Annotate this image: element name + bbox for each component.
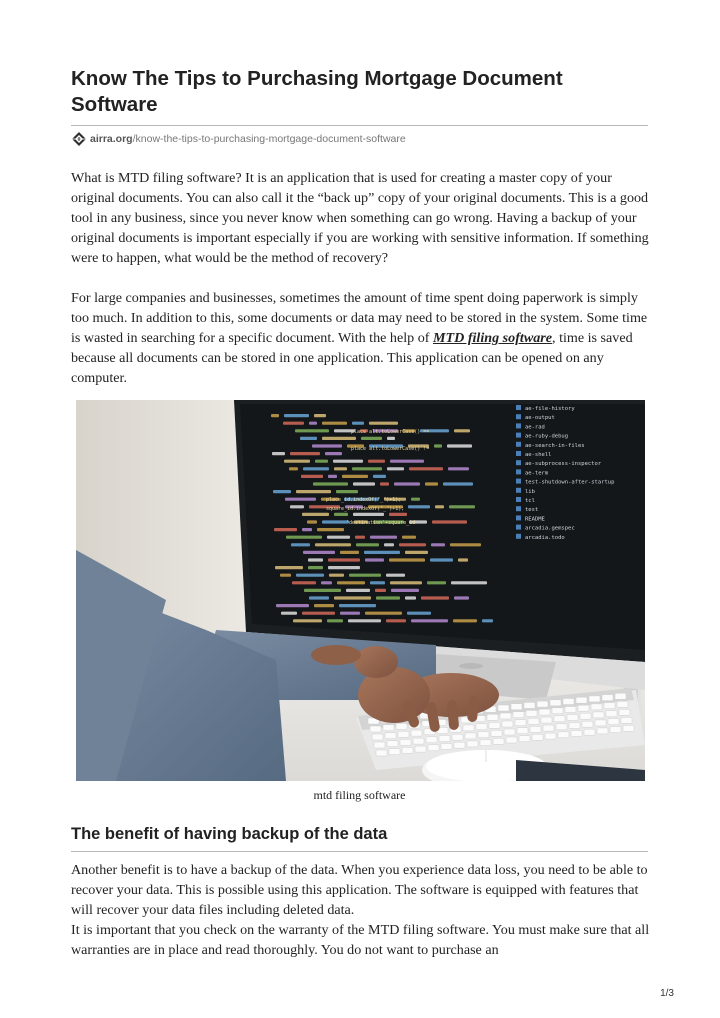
keyboard-key bbox=[541, 717, 552, 723]
code-line-segment bbox=[353, 482, 375, 485]
code-line-segment bbox=[289, 467, 298, 470]
keyboard-key bbox=[478, 732, 489, 738]
code-line-segment bbox=[352, 422, 364, 425]
code-snippet-text: square_id.indexOf("_")+1); bbox=[326, 506, 405, 512]
code-line-segment bbox=[356, 543, 379, 546]
code-line-segment bbox=[329, 574, 344, 577]
code-line-segment bbox=[275, 566, 303, 569]
code-line-segment bbox=[408, 505, 430, 508]
code-line-segment bbox=[328, 475, 337, 478]
code-line-segment bbox=[411, 619, 448, 622]
code-line-segment bbox=[296, 490, 331, 493]
code-line-segment bbox=[411, 498, 420, 501]
code-line-segment bbox=[409, 467, 443, 470]
keyboard-key bbox=[563, 699, 574, 705]
code-line-segment bbox=[303, 467, 329, 470]
file-tree-item: ae-term bbox=[525, 470, 549, 477]
keyboard-key bbox=[463, 725, 474, 731]
code-line-segment bbox=[431, 543, 445, 546]
folder-icon bbox=[516, 497, 521, 502]
folder-icon bbox=[516, 405, 521, 410]
keyboard-key bbox=[506, 737, 517, 743]
code-snippet-text: place_id.indexOf("_")+1); bbox=[326, 497, 402, 503]
code-line-segment bbox=[390, 581, 422, 584]
code-line-segment bbox=[271, 414, 279, 417]
code-line-segment bbox=[435, 505, 444, 508]
keyboard-key bbox=[543, 725, 554, 731]
keyboard-key bbox=[615, 693, 626, 699]
keyboard-key bbox=[480, 740, 491, 746]
code-line-segment bbox=[451, 581, 487, 584]
code-line-segment bbox=[333, 460, 363, 463]
code-line-segment bbox=[386, 574, 405, 577]
keyboard-key bbox=[454, 742, 465, 748]
file-tree-item: arcadia.gemspec bbox=[525, 525, 575, 532]
keyboard-key bbox=[519, 736, 530, 742]
code-line-segment bbox=[336, 490, 358, 493]
source-line bbox=[71, 130, 406, 148]
keyboard-key bbox=[515, 720, 526, 726]
keyboard-key bbox=[389, 749, 400, 755]
code-line-segment bbox=[321, 581, 332, 584]
keyboard-key bbox=[576, 697, 587, 703]
code-line-segment bbox=[365, 612, 402, 615]
file-tree-item: ae-search-in-files bbox=[525, 442, 585, 449]
code-line-segment bbox=[283, 422, 304, 425]
code-line-segment bbox=[281, 612, 297, 615]
keyboard-key bbox=[524, 702, 535, 708]
keyboard-key bbox=[610, 727, 621, 733]
keyboard-key bbox=[623, 725, 634, 731]
keyboard-key bbox=[621, 717, 632, 723]
folder-icon bbox=[516, 506, 521, 511]
keyboard-key bbox=[608, 719, 619, 725]
keyboard-key bbox=[558, 732, 569, 738]
section-divider bbox=[71, 851, 648, 852]
keyboard-key bbox=[400, 739, 411, 745]
keyboard-key bbox=[415, 746, 426, 752]
keyboard-key bbox=[504, 729, 515, 735]
code-line-segment bbox=[293, 619, 322, 622]
code-line-segment bbox=[425, 482, 438, 485]
code-line-segment bbox=[322, 437, 356, 440]
code-snippet-text: place alt.toLowerCase() == bbox=[351, 429, 430, 435]
code-line-segment bbox=[407, 612, 431, 615]
code-snippet-text: 'destination'+square_id bbox=[346, 520, 416, 526]
code-line-segment bbox=[355, 536, 365, 539]
code-line-segment bbox=[304, 589, 341, 592]
code-line-segment bbox=[307, 520, 317, 523]
code-line-segment bbox=[370, 536, 397, 539]
keyboard-key bbox=[545, 733, 556, 739]
code-line-segment bbox=[314, 604, 334, 607]
keyboard-key bbox=[567, 715, 578, 721]
keyboard-key bbox=[383, 725, 394, 731]
keyboard-key bbox=[528, 718, 539, 724]
code-line-segment bbox=[384, 543, 394, 546]
paragraph-3: Another benefit is to have a backup of the data. When you experience data loss, you need to be able to recover your data. This is possible using this application. The software is equipped with features that will recover your data files including deleted data. bbox=[71, 862, 648, 918]
folder-icon bbox=[516, 442, 521, 447]
file-tree-item: tcl bbox=[525, 498, 535, 504]
code-line-segment bbox=[386, 619, 406, 622]
folder-icon bbox=[516, 423, 521, 428]
keyboard-key bbox=[569, 723, 580, 729]
code-line-segment bbox=[301, 475, 323, 478]
code-line-segment bbox=[284, 460, 310, 463]
keyboard-key bbox=[582, 721, 593, 727]
keyboard-key bbox=[554, 716, 565, 722]
keyboard-key bbox=[589, 696, 600, 702]
keyboard-key bbox=[411, 730, 422, 736]
file-tree-item: ae-ruby-debug bbox=[525, 433, 569, 440]
code-line-segment bbox=[339, 604, 376, 607]
keyboard-key bbox=[565, 707, 576, 713]
source-domain: airra.org bbox=[90, 133, 133, 145]
photo-caption: mtd filing software bbox=[313, 788, 406, 802]
code-line-segment bbox=[399, 543, 426, 546]
code-line-segment bbox=[448, 467, 469, 470]
code-line-segment bbox=[370, 581, 385, 584]
folder-icon bbox=[516, 488, 521, 493]
keyboard-key bbox=[441, 744, 452, 750]
keyboard-key bbox=[426, 737, 437, 743]
keyboard-key bbox=[372, 734, 383, 740]
code-line-segment bbox=[434, 444, 442, 447]
page-number: 1/3 bbox=[660, 988, 674, 999]
keyboard-key bbox=[591, 704, 602, 710]
code-line-segment bbox=[327, 536, 350, 539]
code-line-segment bbox=[346, 589, 370, 592]
keyboard-key bbox=[385, 733, 396, 739]
code-line-segment bbox=[364, 551, 400, 554]
code-line-segment bbox=[352, 467, 382, 470]
keyboard-key bbox=[539, 709, 550, 715]
code-line-segment bbox=[365, 558, 384, 561]
code-line-segment bbox=[390, 460, 424, 463]
paragraph-1: What is MTD filing software? It is an application that is used for creating a master copy of your original documents. You can also call it the “back up” copy of your original documents. This is a good tool in any business, since you never know when something can go wrong. Having a backup of your original documents is important especially if you are working with sensitive information. If something were to happen, what would be the method of recovery? bbox=[71, 170, 649, 266]
file-tree-item: lib bbox=[525, 488, 535, 495]
keyboard-key bbox=[593, 712, 604, 718]
folder-icon bbox=[516, 433, 521, 438]
code-line-segment bbox=[285, 498, 316, 501]
code-line-segment bbox=[309, 596, 329, 599]
keyboard-key bbox=[502, 721, 513, 727]
code-line-segment bbox=[447, 444, 472, 447]
code-line-segment bbox=[296, 574, 324, 577]
code-line-segment bbox=[308, 566, 323, 569]
code-line-segment bbox=[303, 551, 335, 554]
code-line-segment bbox=[458, 558, 468, 561]
code-line-segment bbox=[334, 513, 348, 516]
code-line-segment bbox=[313, 482, 348, 485]
code-line-segment bbox=[291, 543, 310, 546]
code-line-segment bbox=[290, 452, 320, 455]
code-line-segment bbox=[430, 558, 453, 561]
code-line-segment bbox=[300, 437, 317, 440]
keyboard-key bbox=[602, 695, 613, 701]
keyboard-key bbox=[428, 745, 439, 751]
file-tree-item: ae-file-history bbox=[525, 406, 575, 412]
code-line-segment bbox=[389, 558, 425, 561]
keyboard-key bbox=[396, 723, 407, 729]
code-line-segment bbox=[302, 528, 312, 531]
code-line-segment bbox=[482, 619, 493, 622]
keyboard-key bbox=[398, 731, 409, 737]
file-tree-item: test bbox=[525, 507, 539, 514]
folder-icon bbox=[516, 469, 521, 474]
file-tree-item: test-shutdown-after-startup bbox=[525, 479, 615, 486]
site-logo-icon bbox=[71, 131, 87, 147]
code-line-segment bbox=[353, 513, 384, 516]
file-tree-item: arcadia.todo bbox=[525, 534, 565, 541]
title-divider bbox=[71, 125, 648, 126]
keyboard-key bbox=[498, 705, 509, 711]
source-link[interactable] bbox=[90, 133, 406, 145]
code-line-segment bbox=[272, 452, 285, 455]
code-line-segment bbox=[322, 520, 349, 523]
code-line-segment bbox=[308, 558, 323, 561]
keyboard-key bbox=[493, 738, 504, 744]
folder-icon bbox=[516, 515, 521, 520]
code-line-segment bbox=[389, 513, 407, 516]
keyboard-key bbox=[517, 728, 528, 734]
code-line-segment bbox=[340, 551, 359, 554]
code-line-segment bbox=[315, 543, 351, 546]
code-line-segment bbox=[340, 612, 360, 615]
code-line-segment bbox=[290, 505, 304, 508]
file-tree-item: README bbox=[525, 516, 545, 523]
keyboard-key bbox=[597, 728, 608, 734]
code-line-segment bbox=[391, 589, 419, 592]
keyboard-key bbox=[526, 710, 537, 716]
code-line-segment bbox=[325, 452, 342, 455]
keyboard-key bbox=[511, 704, 522, 710]
code-line-segment bbox=[375, 589, 386, 592]
keyboard-key bbox=[584, 729, 595, 735]
source-path: /know-the-tips-to-purchasing-mortgage-document-software bbox=[132, 133, 406, 145]
section-heading: The benefit of having backup of the data bbox=[71, 825, 388, 843]
code-line-segment bbox=[361, 437, 382, 440]
code-line-segment bbox=[334, 596, 371, 599]
code-line-segment bbox=[314, 414, 326, 417]
keyboard-key bbox=[500, 713, 511, 719]
code-line-segment bbox=[322, 422, 347, 425]
file-tree-item: ae-output bbox=[525, 415, 555, 422]
code-line-segment bbox=[302, 612, 335, 615]
keyboard-key bbox=[487, 714, 498, 720]
code-line-segment bbox=[402, 536, 416, 539]
keyboard-key bbox=[439, 736, 450, 742]
code-line-segment bbox=[334, 467, 347, 470]
code-line-segment bbox=[454, 429, 470, 432]
code-line-segment bbox=[274, 528, 297, 531]
code-line-segment bbox=[276, 604, 309, 607]
code-line-segment bbox=[328, 558, 360, 561]
code-line-segment bbox=[369, 422, 398, 425]
paragraph-2-text-end: , time is saved because all documents can be stored in one application. This application can be opened on any computer. bbox=[71, 330, 633, 386]
keyboard-key bbox=[467, 741, 478, 747]
keyboard-key bbox=[413, 738, 424, 744]
keyboard-key bbox=[387, 741, 398, 747]
folder-icon bbox=[516, 479, 521, 484]
keyboard-key bbox=[578, 705, 589, 711]
code-line-segment bbox=[405, 596, 416, 599]
file-tree-item: ae-shell bbox=[525, 452, 552, 458]
code-line-segment bbox=[449, 505, 475, 508]
folder-icon bbox=[516, 525, 521, 530]
code-line-segment bbox=[368, 460, 385, 463]
code-line-segment bbox=[453, 619, 477, 622]
code-line-segment bbox=[327, 619, 343, 622]
code-line-segment bbox=[342, 475, 368, 478]
paragraph-4: It is important that you check on the warranty of the MTD filing software. You must make sure that all warranties are in place and read thoroughly. You do not want to purchase an bbox=[71, 922, 650, 958]
keyboard-key bbox=[604, 703, 615, 709]
code-line-segment bbox=[295, 429, 329, 432]
keyboard-key bbox=[452, 734, 463, 740]
code-line-segment bbox=[317, 528, 344, 531]
code-line-segment bbox=[280, 574, 291, 577]
code-line-segment bbox=[454, 596, 469, 599]
code-snippet-text: place alt.toLowerCase() != bbox=[351, 446, 430, 452]
keyboard-key bbox=[550, 700, 561, 706]
keyboard-key bbox=[489, 722, 500, 728]
code-line-segment bbox=[380, 482, 389, 485]
paragraph-2 bbox=[71, 288, 651, 388]
code-line-segment bbox=[376, 596, 400, 599]
keyboard-key bbox=[571, 731, 582, 737]
keyboard-key bbox=[476, 724, 487, 730]
file-tree-item: ae-rad bbox=[525, 424, 545, 431]
code-line-segment bbox=[443, 482, 473, 485]
photo-computer-coding bbox=[76, 400, 645, 781]
code-line-segment bbox=[302, 513, 329, 516]
keyboard-key bbox=[530, 726, 541, 732]
folder-icon bbox=[516, 460, 521, 465]
keyboard-key bbox=[370, 726, 381, 732]
code-line-segment bbox=[387, 437, 395, 440]
code-line-segment bbox=[373, 475, 386, 478]
keyboard-key bbox=[402, 747, 413, 753]
folder-icon bbox=[516, 534, 521, 539]
code-line-segment bbox=[292, 581, 316, 584]
keyboard-key bbox=[376, 750, 387, 756]
code-line-segment bbox=[421, 596, 449, 599]
code-line-segment bbox=[432, 520, 467, 523]
code-line-segment bbox=[387, 467, 404, 470]
code-line-segment bbox=[349, 574, 381, 577]
keyboard-key bbox=[374, 742, 385, 748]
article-photo bbox=[76, 400, 645, 781]
code-line-segment bbox=[315, 460, 328, 463]
folder-icon bbox=[516, 451, 521, 456]
keyboard-key bbox=[532, 734, 543, 740]
code-line-segment bbox=[312, 444, 342, 447]
keyboard-key bbox=[595, 720, 606, 726]
code-line-segment bbox=[427, 581, 446, 584]
keyboard-key bbox=[580, 713, 591, 719]
code-line-segment bbox=[348, 619, 381, 622]
code-line-segment bbox=[273, 490, 291, 493]
file-tree-item: ae-subprocess-inspector bbox=[525, 461, 602, 468]
code-line-segment bbox=[405, 551, 428, 554]
keyboard-key bbox=[617, 701, 628, 707]
paragraph-2-text: For large companies and businesses, sometimes the amount of time spent doing paperwork is simply too much. In addition to this, some documents or data may need to be stored in the system. Some time is wasted in searching for a specific document. With the help of bbox=[71, 290, 648, 346]
keyboard-key bbox=[619, 709, 630, 715]
keyboard-key bbox=[552, 708, 563, 714]
code-line-segment bbox=[337, 581, 365, 584]
code-line-segment bbox=[394, 482, 420, 485]
code-line-segment bbox=[450, 543, 481, 546]
folder-icon bbox=[516, 414, 521, 419]
code-line-segment bbox=[309, 422, 317, 425]
mtd-filing-software-link[interactable]: MTD filing software bbox=[432, 330, 553, 346]
keyboard-key bbox=[513, 712, 524, 718]
code-line-segment bbox=[328, 566, 360, 569]
keyboard-key bbox=[491, 730, 502, 736]
keyboard-key bbox=[556, 724, 567, 730]
code-line-segment bbox=[286, 536, 322, 539]
article-title: Know The Tips to Purchasing Mortgage Document Software bbox=[71, 67, 563, 116]
keyboard-key bbox=[606, 711, 617, 717]
code-line-segment bbox=[284, 414, 309, 417]
keyboard-key bbox=[465, 733, 476, 739]
keyboard-key bbox=[537, 701, 548, 707]
